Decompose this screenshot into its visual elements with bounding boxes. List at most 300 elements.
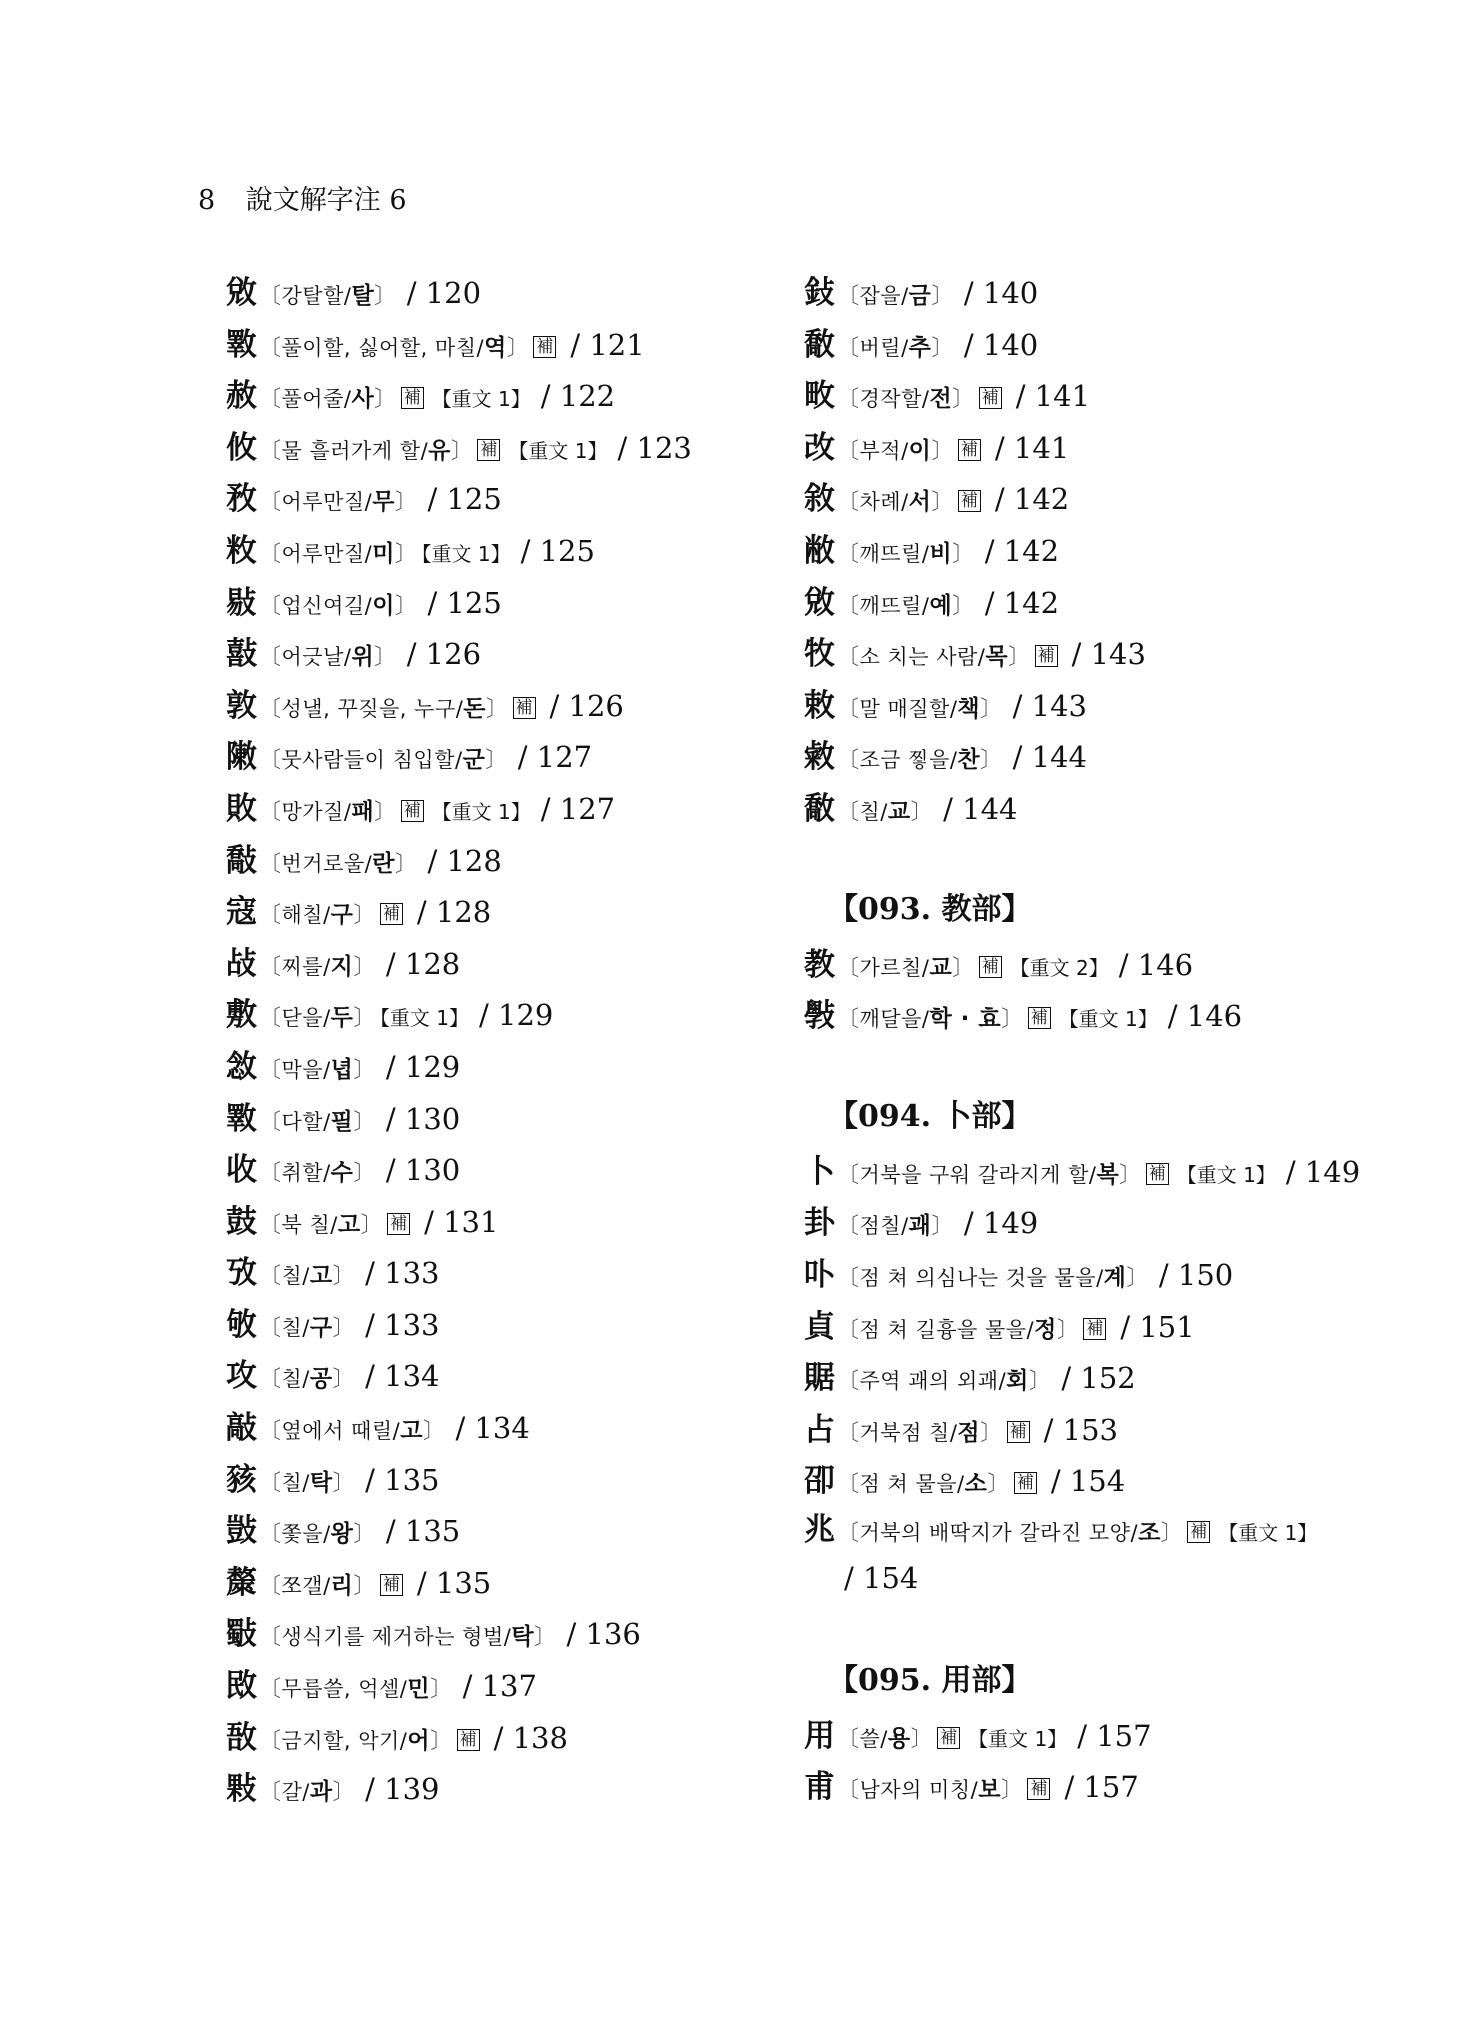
entry-gloss (259, 387, 397, 411)
entry-page-ref: / 141 (1015, 379, 1091, 414)
close-bracket: 〕 (430, 1677, 453, 1703)
index-entry (226, 784, 786, 836)
gloss-meaning: 풀어줄/ (281, 387, 352, 412)
entry-gloss (259, 1316, 355, 1340)
gloss-reading: 탁 (309, 1469, 333, 1496)
entry-gloss (259, 336, 529, 360)
entry-page-ref: / 135 (365, 1462, 440, 1497)
gloss-reading: 사 (351, 386, 375, 413)
index-entry (226, 629, 786, 681)
entry-page-ref: / 130 (385, 1153, 461, 1188)
gloss-meaning: 어루만질/ (281, 541, 373, 566)
entry-character: 敼 (226, 636, 257, 673)
entry-gloss (837, 336, 954, 360)
entry-character: 改 (804, 429, 835, 466)
entry-gloss (837, 800, 933, 824)
gloss-reading: 이 (372, 592, 395, 619)
gloss-meaning: 깨달을/ (859, 1007, 930, 1032)
entry-page-ref: / 135 (416, 1565, 492, 1600)
entry-page-ref: / 131 (424, 1204, 499, 1239)
gloss-meaning: 부적/ (859, 438, 909, 463)
open-bracket: 〔 (259, 1367, 282, 1393)
supplement-mark: 補 (1035, 645, 1058, 667)
entry-gloss (259, 1471, 355, 1495)
gloss-reading: 고 (337, 1211, 361, 1238)
gloss-meaning: 남자의 미칭/ (859, 1778, 979, 1803)
index-entry (226, 1558, 786, 1610)
entry-character: 敿 (804, 326, 835, 363)
entry-gloss (837, 594, 975, 618)
entry-gloss (837, 439, 954, 463)
gloss-reading: 추 (908, 334, 932, 361)
gloss-reading: 유 (428, 437, 451, 464)
entry-page-ref: / 146 (1118, 947, 1194, 982)
close-bracket: 〕 (980, 696, 1003, 722)
entry-character: 敡 (226, 584, 257, 621)
open-bracket: 〔 (259, 1419, 282, 1445)
index-entry (226, 1661, 786, 1713)
entry-character: 敜 (226, 1048, 257, 1085)
gloss-reading: 서 (908, 489, 932, 516)
gloss-meaning: 풀이할, 싫어할, 마칠/ (281, 335, 485, 360)
gloss-reading: 보 (978, 1777, 1001, 1804)
entry-character: 豥 (226, 1461, 257, 1498)
entry-gloss (837, 1421, 1003, 1445)
entry-gloss (259, 1264, 355, 1288)
open-bracket: 〔 (259, 1728, 282, 1754)
gloss-reading: 탈 (351, 283, 375, 309)
index-entry (226, 887, 786, 939)
section-heading-093: 【093. 教部】 (828, 891, 1032, 927)
entry-gloss (259, 1161, 376, 1185)
index-entry (226, 1042, 786, 1094)
entry-gloss (259, 1419, 445, 1443)
index-entry (226, 1300, 786, 1352)
index-entry (226, 1506, 786, 1558)
entry-character: 寇 (226, 894, 257, 931)
entry-character: 敓 (804, 584, 835, 621)
entry-character: 敂 (226, 1306, 257, 1343)
gloss-meaning: 쫓을/ (281, 1522, 331, 1547)
gloss-meaning: 잡을/ (859, 284, 909, 308)
entry-character: 攸 (226, 429, 257, 466)
index-entry (226, 371, 786, 423)
open-bracket: 〔 (259, 1161, 282, 1187)
supplement-mark: 補 (1146, 1163, 1169, 1185)
entry-character: 收 (226, 1152, 257, 1189)
index-entry (804, 268, 1364, 320)
open-bracket: 〔 (259, 1780, 282, 1806)
variant-count: 【重文 1】 (968, 1726, 1068, 1751)
entry-page-ref: / 126 (406, 637, 482, 672)
gloss-meaning: 경작할/ (859, 387, 930, 412)
entry-page-ref: / 127 (517, 740, 593, 775)
open-bracket: 〔 (259, 1677, 282, 1703)
index-entry (226, 1197, 786, 1249)
gloss-reading: 미 (372, 540, 395, 567)
open-bracket: 〔 (837, 1778, 860, 1804)
entry-page-ref: / 134 (365, 1359, 440, 1394)
entry-page-ref: / 133 (365, 1307, 440, 1342)
gloss-meaning: 망가질/ (281, 799, 352, 824)
entry-gloss (259, 1213, 383, 1237)
entry-character: 卟 (804, 1256, 835, 1293)
entry-page-ref: / 149 (1285, 1154, 1361, 1189)
entry-page-ref: / 140 (963, 276, 1039, 310)
entry-page-ref: / 136 (566, 1617, 641, 1652)
gloss-meaning: 말 매질할/ (859, 696, 958, 721)
close-bracket: 〕 (1126, 1265, 1149, 1291)
entry-page-ref: / 137 (462, 1669, 537, 1704)
entry-page-ref: / 122 (540, 379, 616, 414)
index-entry (804, 1302, 1364, 1354)
entry-page-ref: / 121 (570, 327, 645, 362)
entry-gloss (259, 645, 397, 669)
entry-page-ref: / 152 (1061, 1361, 1136, 1396)
open-bracket: 〔 (837, 438, 860, 464)
supplement-mark: 補 (401, 387, 424, 409)
open-bracket: 〔 (259, 1522, 282, 1548)
gloss-reading: 녑 (330, 1056, 354, 1083)
index-entry (226, 1094, 786, 1146)
supplement-mark: 補 (380, 903, 403, 925)
open-bracket: 〔 (259, 490, 282, 516)
entry-character: 敲 (226, 1410, 257, 1447)
gloss-reading: 고 (309, 1263, 333, 1290)
index-entry (226, 474, 786, 526)
close-bracket: 〕 (931, 438, 954, 464)
gloss-reading: 위 (351, 644, 375, 671)
open-bracket: 〔 (259, 851, 282, 877)
entry-character: 斅 (804, 998, 835, 1035)
gloss-reading: 계 (1103, 1264, 1127, 1291)
open-bracket: 〔 (259, 1006, 282, 1032)
entry-page-ref: / 125 (427, 585, 502, 620)
entry-page-ref: / 146 (1167, 999, 1243, 1034)
gloss-meaning: 거북의 배딱지가 갈라진 모양/ (859, 1520, 1139, 1545)
gloss-reading: 점 (957, 1419, 981, 1446)
entry-gloss (259, 1780, 355, 1804)
gloss-reading: 수 (330, 1160, 354, 1187)
entry-gloss (259, 697, 509, 721)
entry-page-ref: / 123 (617, 430, 692, 465)
entry-page-ref: / 125 (520, 533, 595, 568)
entry-character: 敱 (226, 1513, 257, 1550)
gloss-reading: 민 (407, 1676, 431, 1703)
open-bracket: 〔 (259, 1470, 282, 1496)
close-bracket: 〕 (910, 1726, 934, 1752)
entry-page-ref: / 143 (1071, 637, 1146, 672)
entry-page-ref: / 139 (365, 1772, 440, 1807)
entry-gloss (837, 490, 954, 514)
index-entry (804, 371, 1364, 423)
close-bracket: 〕 (1008, 645, 1031, 671)
gloss-reading: 지 (330, 953, 354, 980)
open-bracket: 〔 (259, 1315, 282, 1341)
gloss-reading: 란 (372, 850, 395, 877)
gloss-reading: 예 (929, 592, 953, 619)
gloss-meaning: 점칠/ (859, 1214, 909, 1239)
open-bracket: 〔 (837, 1214, 860, 1240)
index-entry (804, 578, 1364, 630)
gloss-meaning: 점 쳐 의심나는 것을 물을/ (859, 1265, 1104, 1290)
index-entry (804, 732, 1364, 784)
close-bracket: 〕 (910, 799, 934, 825)
open-bracket: 〔 (259, 1109, 282, 1135)
open-bracket: 〔 (837, 284, 860, 309)
entry-gloss (259, 594, 417, 618)
right-column (804, 268, 1364, 1814)
gloss-meaning: 점 쳐 물을/ (859, 1472, 965, 1497)
entry-gloss (259, 1677, 453, 1701)
gloss-reading: 책 (957, 695, 981, 722)
index-entry (226, 836, 786, 888)
gloss-reading: 용 (887, 1725, 911, 1752)
gloss-meaning: 성낼, 꾸짖을, 누구/ (281, 696, 464, 721)
entry-character: 敽 (226, 842, 257, 879)
entry-character: 斄 (226, 1564, 257, 1601)
index-entry (226, 1248, 786, 1300)
open-bracket: 〔 (259, 1264, 282, 1290)
gloss-meaning: 점 쳐 길흉을 물을/ (859, 1317, 1035, 1342)
open-bracket: 〔 (259, 541, 282, 567)
entry-character: 畋 (804, 378, 835, 415)
entry-character: 兆 (804, 1511, 835, 1548)
entry-gloss (259, 439, 473, 463)
open-bracket: 〔 (837, 799, 860, 825)
gloss-meaning: 옆에서 때릴/ (281, 1419, 401, 1444)
supplement-mark: 補 (958, 439, 981, 461)
close-bracket: 〕 (987, 1472, 1010, 1498)
close-bracket: 〕 (980, 748, 1003, 774)
entry-gloss (259, 800, 397, 824)
close-bracket: 〕 (332, 1264, 356, 1290)
close-bracket: 〕 (430, 1728, 453, 1754)
entry-gloss (837, 1318, 1079, 1342)
open-bracket: 〔 (259, 903, 282, 929)
open-bracket: 〔 (259, 645, 282, 671)
supplement-mark: 補 (979, 387, 1002, 409)
close-bracket: 〕 (952, 955, 975, 981)
close-bracket: 〕 (1000, 1778, 1024, 1804)
supplement-mark: 補 (401, 800, 424, 822)
gloss-meaning: 뭇사람들이 침입할/ (281, 748, 463, 773)
entry-gloss (837, 645, 1031, 669)
close-bracket: 〕 (394, 851, 418, 877)
open-bracket: 〔 (259, 696, 282, 722)
gloss-reading: 목 (985, 644, 1009, 671)
index-entry (226, 1145, 786, 1197)
entry-page-ref: / 151 (1120, 1309, 1195, 1344)
index-entry (226, 423, 786, 475)
supplement-mark: 補 (457, 1729, 480, 1751)
close-bracket: 〕 (360, 1212, 384, 1238)
entry-page-ref: / 150 (1158, 1257, 1234, 1292)
entry-gloss (837, 542, 975, 566)
close-bracket: 〕 (353, 903, 376, 929)
open-bracket: 〔 (259, 799, 282, 825)
gloss-reading: 군 (462, 747, 486, 774)
index-entry (226, 990, 786, 1042)
entry-character: 敝 (804, 532, 835, 569)
open-bracket: 〔 (837, 1520, 860, 1546)
supplement-mark: 補 (1027, 1778, 1050, 1800)
open-bracket: 〔 (837, 955, 860, 981)
entry-page-ref: / 129 (479, 998, 554, 1033)
entry-gloss (837, 1369, 1051, 1393)
close-bracket: 〕 (353, 1573, 376, 1599)
entry-character: 牧 (804, 636, 835, 673)
open-bracket: 〔 (259, 1573, 282, 1599)
entry-character: 斁 (226, 326, 257, 363)
entry-page-ref: / 154 (844, 1560, 919, 1595)
entry-page-ref: / 157 (1077, 1718, 1152, 1753)
gloss-reading: 역 (484, 334, 507, 361)
entry-page-ref: / 142 (984, 533, 1060, 568)
gloss-meaning: 조금 찧을/ (859, 748, 958, 773)
entry-character: 占 (804, 1411, 835, 1448)
entry-gloss (837, 748, 1003, 772)
gloss-meaning: 갈/ (281, 1780, 310, 1805)
gloss-reading: 왕 (330, 1521, 354, 1548)
index-entry (804, 423, 1364, 475)
entry-page-ref: / 140 (963, 327, 1039, 362)
open-bracket: 〔 (837, 1369, 860, 1395)
gloss-reading: 복 (1096, 1161, 1120, 1188)
open-bracket: 〔 (837, 1472, 860, 1498)
gloss-meaning: 쓸/ (859, 1726, 888, 1751)
supplement-mark: 補 (958, 490, 981, 512)
gloss-meaning: 가르칠/ (859, 955, 930, 980)
index-entry (226, 732, 786, 784)
open-bracket: 〔 (837, 387, 860, 413)
close-bracket: 〕 (952, 387, 975, 413)
variant-count: 【重文 1】 (1176, 1162, 1276, 1187)
gloss-reading: 구 (330, 902, 354, 929)
entry-character: 敘 (804, 481, 835, 518)
gloss-meaning: 막을/ (281, 1057, 331, 1082)
entry-gloss (837, 697, 1003, 721)
gloss-reading: 이 (908, 437, 932, 464)
entry-page-ref: / 128 (385, 946, 461, 981)
entry-page-ref: / 130 (385, 1101, 461, 1136)
entry-page-ref: / 128 (427, 843, 502, 878)
gloss-meaning: 칠/ (281, 1367, 310, 1392)
gloss-meaning: 칠/ (859, 799, 888, 824)
gloss-reading: 회 (1006, 1368, 1029, 1395)
close-bracket: 〕 (1001, 1007, 1024, 1033)
variant-count: 【重文 1】 (1058, 1007, 1158, 1032)
entry-character: 卲 (804, 1463, 835, 1500)
variant-count: 【重文 1】 (508, 438, 608, 463)
entry-character: 攷 (226, 1255, 257, 1292)
entry-character: 用 (804, 1717, 835, 1754)
entry-character: 䝻 (804, 1360, 835, 1397)
entry-gloss (259, 1522, 376, 1546)
gloss-meaning: 생식기를 제거하는 형벌/ (281, 1625, 512, 1650)
open-bracket: 〔 (259, 438, 282, 464)
gloss-reading: 필 (330, 1108, 354, 1135)
close-bracket: 〕 (353, 1057, 376, 1083)
close-bracket: 〕 (931, 284, 954, 309)
close-bracket: 〕 (450, 438, 474, 464)
open-bracket: 〔 (837, 1317, 860, 1343)
supplement-mark: 補 (477, 439, 500, 461)
open-bracket: 〔 (259, 1212, 282, 1238)
entry-gloss (837, 1007, 1024, 1031)
gloss-meaning: 칠/ (281, 1315, 310, 1340)
gloss-reading: 리 (330, 1572, 354, 1599)
gloss-meaning: 칠/ (281, 1470, 310, 1495)
entry-character: 攻 (226, 1358, 257, 1395)
index-entry (804, 991, 1364, 1043)
gloss-reading: 소 (964, 1471, 988, 1498)
variant-count: 【重文 2】 (1009, 955, 1109, 980)
supplement-mark: 補 (937, 1727, 960, 1749)
variant-count: 【重文 1】 (421, 541, 511, 566)
close-bracket: 〕 (486, 696, 509, 722)
supplement-mark: 補 (1083, 1318, 1106, 1340)
variant-count: 【重文 1】 (379, 1006, 469, 1031)
entry-character: 敤 (226, 1771, 257, 1808)
supplement-mark: 補 (1187, 1521, 1210, 1543)
close-bracket: 〕 (353, 1522, 376, 1548)
entry-character: 敶 (226, 739, 257, 776)
gloss-meaning: 주역 괘의 외괘/ (859, 1369, 1007, 1394)
open-bracket: 〔 (259, 748, 282, 774)
index-entry (804, 1711, 1364, 1763)
gloss-reading: 무 (372, 489, 395, 516)
gloss-meaning: 거북점 칠/ (859, 1420, 958, 1445)
entry-character: 甫 (804, 1769, 835, 1806)
gloss-reading: 공 (309, 1366, 333, 1393)
gloss-meaning: 깨뜨릴/ (859, 541, 930, 566)
entry-character: 敿 (804, 790, 835, 827)
entry-character: 敃 (226, 1668, 257, 1705)
open-bracket: 〔 (259, 284, 282, 309)
close-bracket: 〕 (374, 799, 397, 825)
gloss-meaning: 칠/ (281, 1264, 310, 1289)
gloss-reading: 비 (929, 540, 953, 567)
close-bracket: 〕 (931, 335, 954, 361)
gloss-meaning: 쪼갤/ (281, 1573, 331, 1598)
index-entry (804, 940, 1364, 992)
entry-character: 敄 (226, 481, 257, 518)
index-entry (226, 1713, 786, 1765)
open-bracket: 〔 (837, 1420, 860, 1446)
gloss-meaning: 취할/ (281, 1161, 331, 1186)
gloss-reading: 금 (908, 283, 932, 309)
open-bracket: 〔 (837, 696, 860, 722)
entry-character: 教 (804, 946, 835, 983)
gloss-reading: 전 (929, 386, 953, 413)
gloss-meaning: 닫을/ (281, 1006, 331, 1031)
entry-gloss (837, 1163, 1142, 1187)
close-bracket: 〕 (332, 1780, 356, 1806)
entry-character: 敗 (226, 790, 257, 827)
close-bracket: 〕 (394, 593, 418, 619)
gloss-meaning: 깨뜨릴/ (859, 593, 930, 618)
left-column (226, 268, 786, 1816)
index-entry (226, 1455, 786, 1507)
index-entry (804, 1456, 1364, 1508)
gloss-reading: 어 (407, 1727, 431, 1754)
close-bracket: 〕 (422, 1419, 446, 1445)
entry-page-ref: / 133 (365, 1256, 440, 1291)
index-entry (804, 1353, 1364, 1405)
entry-page-ref: / 120 (406, 276, 482, 310)
close-bracket: 〕 (1028, 1369, 1052, 1395)
